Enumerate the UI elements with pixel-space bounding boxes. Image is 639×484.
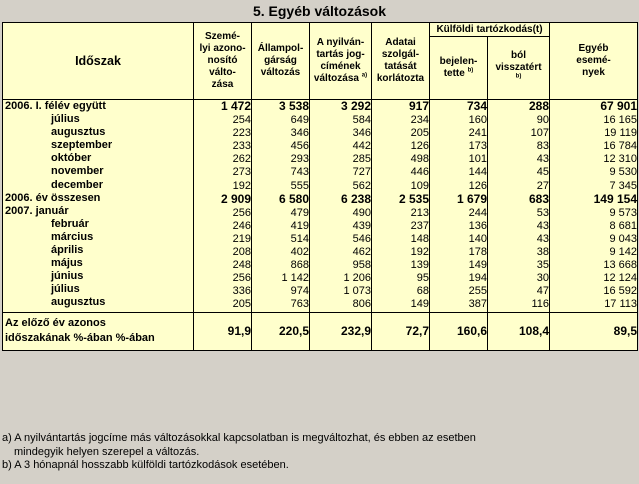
footnote-a: a) A nyilvántartás jogcíme más változásokkal kapcsolatban is megváltozhat, és ebben az esetben: [2, 432, 476, 444]
cell-value: 763: [290, 298, 309, 311]
col-values: [194, 100, 252, 313]
header-abroad-reported: bejelen- tette $^{b)}$: [430, 37, 488, 100]
cell-value: 90: [536, 114, 550, 127]
cell-value: 43: [536, 219, 550, 232]
cell-value: 194: [468, 272, 487, 285]
cell-value: 7 345: [609, 179, 638, 192]
footnote-b: b) A 3 hónapnál hosszabb külföldi tartózkodások esetében.: [2, 459, 289, 471]
cell-value: 30: [536, 272, 550, 285]
cell-value: 12 310: [603, 153, 638, 166]
cell-value: 126: [410, 140, 429, 153]
cell-value: 109: [410, 179, 429, 192]
cell-value: 462: [352, 246, 371, 259]
cell-value: 160: [468, 114, 487, 127]
cell-value: 16 165: [603, 114, 638, 127]
cell-value: 246: [232, 219, 251, 232]
cell-value: 9 530: [609, 166, 638, 179]
cell-value: 456: [290, 140, 309, 153]
cell-value: 237: [410, 219, 429, 232]
cell-value: 402: [290, 246, 309, 259]
col-values: [488, 100, 550, 313]
cell-value: 293: [290, 153, 309, 166]
cell-value: 6 580: [278, 191, 309, 206]
cell-value: 974: [290, 285, 309, 298]
cell-value: 173: [468, 140, 487, 153]
col-values: [310, 100, 372, 313]
cell-value: 1 142: [281, 272, 309, 285]
cell-value: 53: [536, 206, 550, 219]
cell-value: 43: [536, 153, 550, 166]
cell-value: 439: [352, 219, 371, 232]
cell-value: 490: [352, 206, 371, 219]
cell-value: 248: [232, 259, 251, 272]
cell-value: 43: [536, 232, 550, 245]
cell-value: 555: [290, 179, 309, 192]
cell-value: 6 238: [340, 191, 371, 206]
cell-value: 336: [232, 285, 251, 298]
cell-value: 256: [232, 206, 251, 219]
cell-value: 192: [410, 246, 429, 259]
col-values: [550, 100, 638, 313]
col-values: [430, 100, 488, 313]
cell-value: 12 124: [603, 272, 638, 285]
cell-value: 498: [410, 153, 429, 166]
cell-value: 8 681: [609, 219, 638, 232]
cell-value: 1 206: [343, 272, 371, 285]
header-data-restriction: Adatai szolgál- tatását korlátozta: [372, 23, 430, 100]
total-value: 91,9: [194, 312, 252, 350]
header-registration-title-change: A nyilván- tartás jog- címének változása $^{a)}$: [310, 23, 372, 100]
table-body: [3, 100, 638, 313]
cell-value: 806: [352, 298, 371, 311]
total-value: 220,5: [252, 312, 310, 350]
total-label: Az előző év azonos időszakának %-ában %-ában: [3, 312, 194, 350]
cell-value: 9 573: [609, 206, 638, 219]
cell-value: 205: [232, 298, 251, 311]
header-abroad-group: Külföldi tartózkodás(t): [430, 23, 550, 37]
cell-value: 13 668: [603, 259, 638, 272]
footnotes: [2, 432, 637, 473]
cell-value: 116: [531, 298, 550, 311]
cell-value: 3 538: [278, 99, 309, 113]
cell-value: 35: [536, 259, 550, 272]
header-other-events: Egyéb esemé- nyek: [550, 23, 638, 100]
cell-value: 241: [468, 127, 487, 140]
cell-value: 254: [232, 114, 251, 127]
header-period: Időszak: [3, 23, 194, 100]
cell-value: 2 909: [220, 191, 251, 206]
cell-value: 126: [468, 179, 487, 192]
total-value: 160,6: [430, 312, 488, 350]
cell-value: 17 113: [604, 298, 638, 311]
total-row: [3, 312, 638, 350]
cell-value: 1 679: [456, 191, 487, 206]
cell-value: 285: [352, 153, 371, 166]
cell-value: 683: [528, 191, 550, 206]
cell-value: 419: [290, 219, 309, 232]
footnote-a-cont: mindegyik helyen szerepel a változás.: [14, 445, 200, 458]
cell-value: 734: [466, 99, 487, 113]
cell-value: 205: [410, 127, 429, 140]
total-value: 232,9: [310, 312, 372, 350]
cell-value: 139: [410, 259, 429, 272]
cell-value: 140: [468, 232, 487, 245]
cell-value: 1 073: [343, 285, 371, 298]
cell-value: 27: [536, 179, 550, 192]
cell-value: 584: [352, 114, 371, 127]
cell-value: 743: [290, 166, 309, 179]
cell-value: 2 535: [398, 191, 429, 206]
cell-value: 83: [536, 140, 550, 153]
cell-value: 208: [232, 246, 251, 259]
cell-value: 727: [352, 166, 371, 179]
cell-value: 192: [232, 179, 251, 192]
cell-value: 446: [410, 166, 429, 179]
header-id-change: Szemé- lyi azono- nosító válto- zása: [194, 23, 252, 100]
header-citizenship-change: Állampol- gárság változás: [252, 23, 310, 100]
cell-value: 223: [232, 127, 251, 140]
cell-value: 273: [232, 166, 251, 179]
data-table: [2, 22, 638, 351]
cell-value: 868: [290, 259, 309, 272]
cell-value: 346: [352, 127, 371, 140]
cell-value: 19 119: [604, 127, 638, 140]
cell-value: 101: [468, 153, 487, 166]
header-abroad-returned: ból visszatért $^{b)}$: [488, 37, 550, 100]
cell-value: 233: [232, 140, 251, 153]
cell-value: 9 043: [609, 232, 638, 245]
row-labels: 2006. I. félév együtt július augusztus szeptember október november december 2006. év összesen 2007. január február március április május június július augusztus: [3, 100, 194, 313]
cell-value: 45: [536, 166, 550, 179]
cell-value: 256: [232, 272, 251, 285]
cell-value: 562: [352, 179, 371, 192]
cell-value: 149: [410, 298, 429, 311]
cell-value: 262: [232, 153, 251, 166]
cell-value: 16 784: [603, 140, 638, 153]
total-value: 108,4: [488, 312, 550, 350]
cell-value: 148: [410, 232, 429, 245]
cell-value: 546: [352, 232, 371, 245]
col-values: [372, 100, 430, 313]
cell-value: 958: [352, 259, 371, 272]
cell-value: 16 592: [603, 285, 638, 298]
cell-value: 346: [290, 127, 309, 140]
table-title: 5. Egyéb változások: [252, 3, 387, 19]
cell-value: 136: [468, 219, 487, 232]
total-value: 72,7: [372, 312, 430, 350]
cell-value: 649: [290, 114, 309, 127]
cell-value: 67 901: [600, 99, 638, 113]
total-value: 89,5: [550, 312, 638, 350]
cell-value: 107: [530, 127, 550, 140]
cell-value: 9 142: [609, 246, 638, 259]
cell-value: 178: [468, 246, 487, 259]
cell-value: 255: [468, 285, 487, 298]
cell-value: 288: [528, 99, 550, 113]
cell-value: 149 154: [593, 191, 638, 206]
cell-value: 244: [468, 206, 487, 219]
cell-value: 387: [468, 298, 487, 311]
cell-value: 514: [290, 232, 309, 245]
cell-value: 479: [290, 206, 309, 219]
cell-value: 95: [416, 272, 429, 285]
cell-value: 144: [468, 166, 487, 179]
cell-value: 219: [232, 232, 251, 245]
cell-value: 68: [416, 285, 429, 298]
cell-value: 234: [410, 114, 429, 127]
cell-value: 47: [536, 285, 550, 298]
cell-value: 917: [408, 99, 429, 113]
cell-value: 3 292: [340, 99, 371, 113]
cell-value: 213: [410, 206, 429, 219]
cell-value: 1 472: [220, 99, 251, 113]
cell-value: 38: [536, 246, 550, 259]
cell-value: 149: [468, 259, 487, 272]
col-values: [252, 100, 310, 313]
cell-value: 442: [352, 140, 371, 153]
